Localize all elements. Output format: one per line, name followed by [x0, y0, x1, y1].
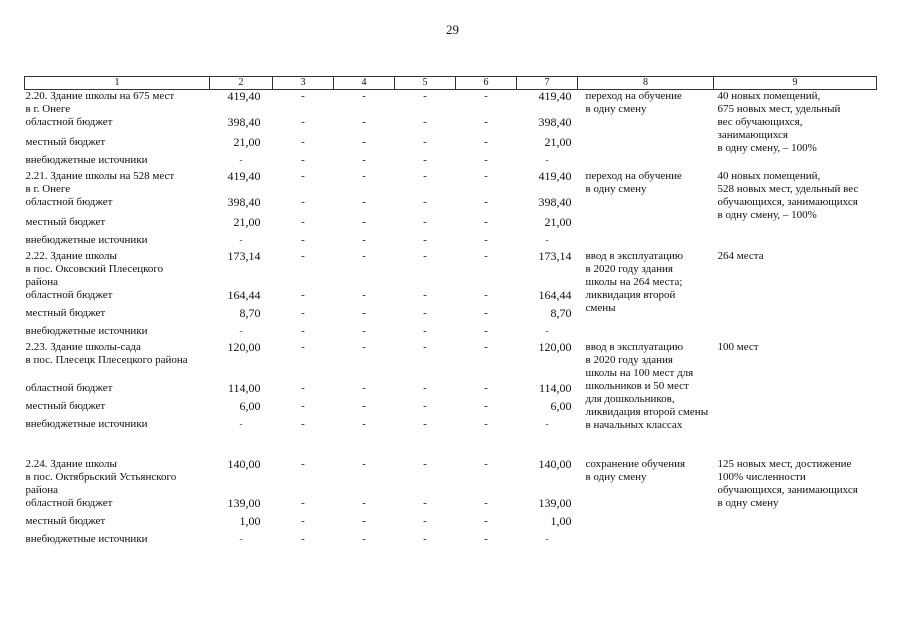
- dash-cell: -: [301, 116, 305, 128]
- target-indicator-line: в одну смену, – 100%: [717, 209, 817, 221]
- col-header-7: 7: [517, 77, 578, 90]
- dash-cell: -: [423, 250, 427, 262]
- item-title-row: [25, 90, 877, 117]
- dash-cell: -: [301, 497, 305, 509]
- target-indicator-line: 264 места: [717, 250, 764, 262]
- expected-result-cell: [578, 250, 714, 339]
- expected-result-line: школьников и 50 мест: [585, 380, 689, 392]
- table-body: [25, 77, 877, 548]
- dash-cell: -: [362, 458, 366, 470]
- amount-2019: 21,00: [233, 135, 261, 149]
- amount-2019: 398,40: [227, 115, 261, 129]
- amount-2019: -: [239, 235, 243, 246]
- col-header-1: 1: [25, 77, 210, 90]
- funding-source-label: областной бюджет: [25, 382, 113, 394]
- amount-sum: 398,40: [538, 115, 572, 129]
- total-sum: 173,14: [538, 249, 572, 263]
- amount-2019: 114,00: [227, 381, 261, 395]
- funding-source-label: областной бюджет: [25, 497, 113, 509]
- item-title-line: 2.22. Здание школы: [25, 250, 117, 262]
- amount-sum: -: [545, 326, 549, 337]
- dash-cell: -: [301, 250, 305, 262]
- dash-cell: -: [484, 216, 488, 228]
- target-indicator-line: 528 новых мест, удельный вес: [717, 183, 859, 195]
- expected-result-cell: [578, 458, 714, 547]
- dash-cell: -: [484, 289, 488, 301]
- col-header-3: 3: [273, 77, 334, 90]
- dash-cell: -: [484, 400, 488, 412]
- item-title-cell: [25, 90, 210, 117]
- expected-result-line: в одну смену: [585, 103, 647, 115]
- total-sum: 419,40: [538, 89, 572, 103]
- dash-cell: -: [301, 533, 305, 545]
- funding-source-label: внебюджетные источники: [25, 418, 148, 430]
- dash-cell: -: [301, 382, 305, 394]
- total-2019: 120,00: [227, 340, 261, 354]
- dash-cell: -: [484, 196, 488, 208]
- target-indicator-line: обучающихся, занимающихся: [717, 196, 858, 208]
- amount-sum: 114,00: [538, 381, 572, 395]
- amount-2019: -: [239, 419, 243, 430]
- funding-source-label: местный бюджет: [25, 515, 106, 527]
- amount-sum: -: [545, 419, 549, 430]
- dash-cell: -: [423, 90, 427, 102]
- item-title-line: в пос. Оксовский Плесецкого: [25, 263, 164, 275]
- funding-source-label: внебюджетные источники: [25, 234, 148, 246]
- item-title-line: 2.20. Здание школы на 675 мест: [25, 90, 175, 102]
- dash-cell: -: [362, 515, 366, 527]
- item-title-line: района: [25, 276, 59, 288]
- item-title-row: [25, 458, 877, 497]
- item-title-row: [25, 250, 877, 289]
- dash-cell: -: [484, 458, 488, 470]
- dash-cell: -: [362, 154, 366, 166]
- item-title-cell: [25, 458, 210, 497]
- dash-cell: -: [484, 418, 488, 430]
- target-indicator-cell: [714, 458, 877, 547]
- amount-sum: 398,40: [538, 195, 572, 209]
- funding-source-label: местный бюджет: [25, 216, 106, 228]
- amount-2019: -: [239, 534, 243, 545]
- dash-cell: -: [484, 250, 488, 262]
- amount-sum: 6,00: [550, 399, 572, 413]
- target-indicator-line: 675 новых мест, удельный: [717, 103, 841, 115]
- dash-cell: -: [484, 116, 488, 128]
- dash-cell: -: [484, 154, 488, 166]
- dash-cell: -: [423, 234, 427, 246]
- dash-cell: -: [301, 307, 305, 319]
- dash-cell: -: [301, 458, 305, 470]
- dash-cell: -: [423, 418, 427, 430]
- expected-result-line: переход на обучение: [585, 90, 682, 102]
- amount-sum: 21,00: [544, 135, 572, 149]
- dash-cell: -: [362, 216, 366, 228]
- dash-cell: -: [301, 170, 305, 182]
- target-indicator-line: занимающихся: [717, 129, 788, 141]
- item-title-cell: [25, 341, 210, 382]
- dash-cell: -: [423, 170, 427, 182]
- total-sum: 120,00: [538, 340, 572, 354]
- dash-cell: -: [484, 533, 488, 545]
- target-indicator-line: 40 новых помещений,: [717, 90, 821, 102]
- dash-cell: -: [362, 234, 366, 246]
- dash-cell: -: [301, 325, 305, 337]
- dash-cell: -: [301, 289, 305, 301]
- dash-cell: -: [362, 136, 366, 148]
- dash-cell: -: [362, 90, 366, 102]
- col-header-2: 2: [210, 77, 273, 90]
- dash-cell: -: [484, 341, 488, 353]
- program-table: [24, 76, 877, 547]
- target-indicator-line: в одну смену, – 100%: [717, 142, 817, 154]
- amount-2019: -: [239, 326, 243, 337]
- dash-cell: -: [423, 400, 427, 412]
- item-title-line: 2.23. Здание школы-сада: [25, 341, 141, 353]
- dash-cell: -: [484, 307, 488, 319]
- dash-cell: -: [301, 90, 305, 102]
- amount-sum: 1,00: [550, 514, 572, 528]
- dash-cell: -: [423, 341, 427, 353]
- expected-result-line: ликвидация второй смены: [585, 406, 709, 418]
- dash-cell: -: [362, 341, 366, 353]
- item-title-cell: [25, 250, 210, 289]
- spacer-cell: [25, 432, 877, 458]
- dash-cell: -: [301, 196, 305, 208]
- expected-result-line: ввод в эксплуатацию: [585, 250, 684, 262]
- col-header-5: 5: [395, 77, 456, 90]
- expected-result-line: смены: [585, 302, 616, 314]
- dash-cell: -: [423, 289, 427, 301]
- total-2019: 419,40: [227, 169, 261, 183]
- expected-result-line: сохранение обучения: [585, 458, 686, 470]
- item-title-line: в г. Онеге: [25, 183, 71, 195]
- dash-cell: -: [362, 325, 366, 337]
- dash-cell: -: [301, 341, 305, 353]
- dash-cell: -: [362, 250, 366, 262]
- dash-cell: -: [301, 400, 305, 412]
- dash-cell: -: [423, 196, 427, 208]
- dash-cell: -: [423, 116, 427, 128]
- amount-sum: -: [545, 235, 549, 246]
- dash-cell: -: [484, 382, 488, 394]
- dash-cell: -: [362, 418, 366, 430]
- dash-cell: -: [423, 515, 427, 527]
- dash-cell: -: [423, 325, 427, 337]
- block-spacer: [25, 432, 877, 458]
- item-title-row: [25, 170, 877, 196]
- total-sum: 419,40: [538, 169, 572, 183]
- dash-cell: -: [362, 170, 366, 182]
- amount-sum: 21,00: [544, 215, 572, 229]
- expected-result-cell: [578, 90, 714, 169]
- amount-sum: -: [545, 155, 549, 166]
- amount-2019: 8,70: [239, 306, 261, 320]
- funding-source-label: местный бюджет: [25, 136, 106, 148]
- col-header-9: 9: [714, 77, 877, 90]
- dash-cell: -: [423, 497, 427, 509]
- item-title-line: 2.24. Здание школы: [25, 458, 117, 470]
- dash-cell: -: [362, 382, 366, 394]
- item-title-line: в пос. Плесецк Плесецкого района: [25, 354, 188, 366]
- amount-2019: 21,00: [233, 215, 261, 229]
- dash-cell: -: [484, 325, 488, 337]
- dash-cell: -: [362, 116, 366, 128]
- funding-source-label: внебюджетные источники: [25, 325, 148, 337]
- expected-result-line: в одну смену: [585, 183, 647, 195]
- funding-source-label: областной бюджет: [25, 196, 113, 208]
- item-title-cell: [25, 170, 210, 196]
- item-title-row: [25, 341, 877, 382]
- expected-result-cell: [578, 170, 714, 248]
- item-title-line: в пос. Октябрьский Устьянского: [25, 471, 177, 483]
- target-indicator-cell: [714, 250, 877, 339]
- dash-cell: -: [423, 154, 427, 166]
- dash-cell: -: [362, 196, 366, 208]
- dash-cell: -: [484, 234, 488, 246]
- dash-cell: -: [301, 418, 305, 430]
- expected-result-line: школы на 264 места;: [585, 276, 683, 288]
- total-2019: 419,40: [227, 89, 261, 103]
- amount-2019: -: [239, 155, 243, 166]
- funding-source-label: местный бюджет: [25, 307, 106, 319]
- dash-cell: -: [362, 289, 366, 301]
- col-header-6: 6: [456, 77, 517, 90]
- expected-result-line: ликвидация второй: [585, 289, 676, 301]
- amount-2019: 6,00: [239, 399, 261, 413]
- total-2019: 140,00: [227, 457, 261, 471]
- col-header-4: 4: [334, 77, 395, 90]
- target-indicator-line: 125 новых мест, достижение: [717, 458, 852, 470]
- item-title-line: района: [25, 484, 59, 496]
- dash-cell: -: [362, 497, 366, 509]
- funding-source-label: внебюджетные источники: [25, 154, 148, 166]
- expected-result-line: для дошкольников,: [585, 393, 675, 405]
- amount-2019: 139,00: [227, 496, 261, 510]
- item-title-line: в г. Онеге: [25, 103, 71, 115]
- funding-source-label: областной бюджет: [25, 289, 113, 301]
- funding-source-label: внебюджетные источники: [25, 533, 148, 545]
- dash-cell: -: [484, 90, 488, 102]
- dash-cell: -: [362, 307, 366, 319]
- dash-cell: -: [423, 382, 427, 394]
- amount-sum: 164,44: [538, 288, 572, 302]
- target-indicator-cell: [714, 341, 877, 432]
- dash-cell: -: [484, 170, 488, 182]
- amount-2019: 398,40: [227, 195, 261, 209]
- dash-cell: -: [423, 458, 427, 470]
- dash-cell: -: [423, 216, 427, 228]
- dash-cell: -: [423, 533, 427, 545]
- total-2019: 173,14: [227, 249, 261, 263]
- dash-cell: -: [301, 234, 305, 246]
- item-title-line: 2.21. Здание школы на 528 мест: [25, 170, 175, 182]
- dash-cell: -: [423, 136, 427, 148]
- amount-sum: -: [545, 534, 549, 545]
- target-indicator-line: вес обучающихся,: [717, 116, 803, 128]
- dash-cell: -: [301, 216, 305, 228]
- expected-result-line: в одну смену: [585, 471, 647, 483]
- target-indicator-cell: [714, 170, 877, 248]
- expected-result-line: переход на обучение: [585, 170, 682, 182]
- expected-result-line: школы на 100 мест для: [585, 367, 694, 379]
- expected-result-line: в начальных классах: [585, 419, 683, 431]
- column-number-row: [25, 77, 877, 90]
- expected-result-line: ввод в эксплуатацию: [585, 341, 684, 353]
- target-indicator-line: 100% численности: [717, 471, 806, 483]
- target-indicator-line: 40 новых помещений,: [717, 170, 821, 182]
- target-indicator-line: обучающихся, занимающихся: [717, 484, 858, 496]
- dash-cell: -: [362, 400, 366, 412]
- dash-cell: -: [423, 307, 427, 319]
- col-header-8: 8: [578, 77, 714, 90]
- dash-cell: -: [484, 136, 488, 148]
- amount-sum: 8,70: [550, 306, 572, 320]
- funding-source-label: областной бюджет: [25, 116, 113, 128]
- dash-cell: -: [301, 154, 305, 166]
- target-indicator-line: в одну смену: [717, 497, 779, 509]
- amount-2019: 164,44: [227, 288, 261, 302]
- dash-cell: -: [362, 533, 366, 545]
- dash-cell: -: [484, 497, 488, 509]
- expected-result-line: в 2020 году здания: [585, 263, 673, 275]
- expected-result-cell: [578, 341, 714, 432]
- dash-cell: -: [301, 136, 305, 148]
- amount-sum: 139,00: [538, 496, 572, 510]
- funding-source-label: местный бюджет: [25, 400, 106, 412]
- page-number: 29: [446, 22, 459, 37]
- target-indicator-line: 100 мест: [717, 341, 759, 353]
- dash-cell: -: [301, 515, 305, 527]
- amount-2019: 1,00: [239, 514, 261, 528]
- total-sum: 140,00: [538, 457, 572, 471]
- expected-result-line: в 2020 году здания: [585, 354, 673, 366]
- target-indicator-cell: [714, 90, 877, 169]
- dash-cell: -: [484, 515, 488, 527]
